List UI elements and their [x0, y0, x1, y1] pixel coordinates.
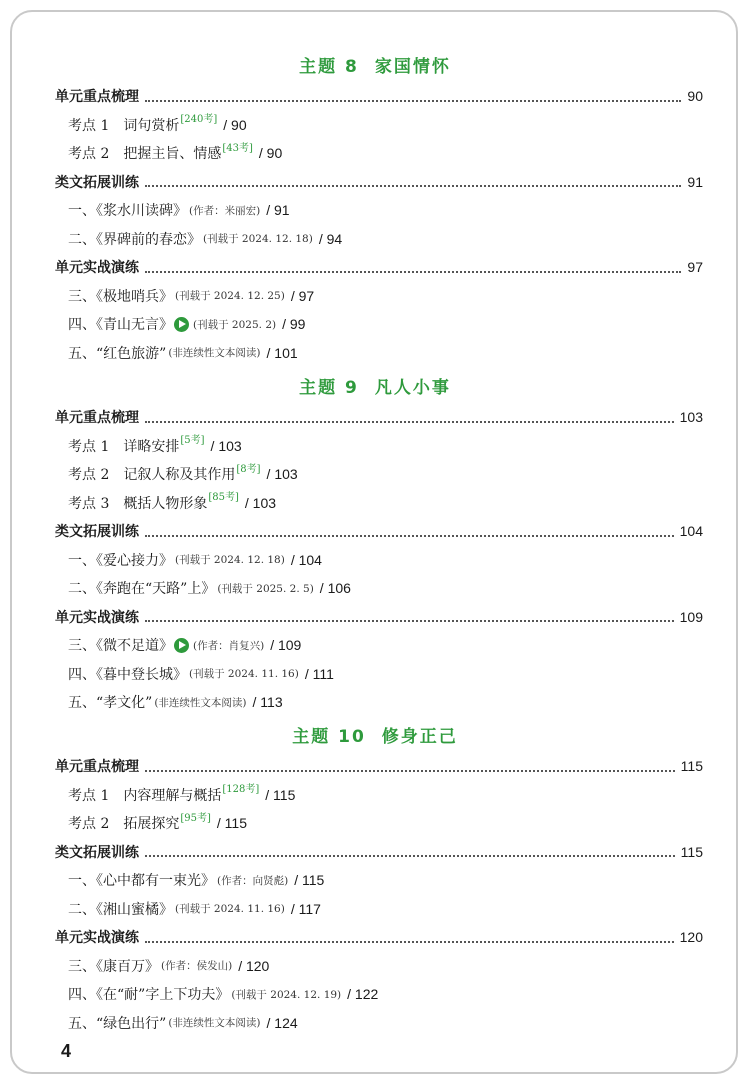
- dot-leader: [145, 176, 681, 187]
- entry-page: / 104: [290, 551, 322, 568]
- theme-heading: [0, 722, 750, 747]
- theme-number: 主题 8: [299, 57, 359, 77]
- section-label: 单元重点梳理: [55, 89, 139, 105]
- entry-title: 一、《心中都有一束光》: [68, 873, 215, 889]
- entry-title: 二、《界碑前的春恋》: [68, 231, 201, 248]
- entry-page: / 97: [290, 287, 315, 304]
- entry-title: 二、《奔跑在“天路”上》: [68, 581, 216, 597]
- toc-entry[interactable]: [68, 200, 708, 220]
- entry-title: 三、《康百万》: [68, 958, 159, 975]
- section-row[interactable]: [55, 257, 703, 277]
- entry-note: (刊载于 2024. 12. 19): [231, 988, 342, 1001]
- entry-title: 把握主旨、情感: [123, 146, 222, 162]
- section-label: 类文拓展训练: [55, 844, 139, 861]
- entry-page: / 90: [258, 145, 283, 161]
- dot-leader: [145, 262, 681, 273]
- section-label: 单元重点梳理: [55, 759, 139, 775]
- entry-note: (刊载于 2024. 12. 25): [175, 290, 285, 302]
- entry-title: 五、“孝文化”: [68, 695, 153, 711]
- section-page: 103: [679, 409, 703, 425]
- entry-page: / 99: [282, 316, 306, 332]
- entry-page: / 109: [270, 637, 302, 653]
- toc-entry[interactable]: [68, 813, 708, 833]
- theme-title: 凡人小事: [374, 378, 451, 398]
- entry-note: (非连续性文本阅读): [154, 696, 247, 709]
- entry-title: 四、《暮中登长城》: [68, 666, 187, 683]
- theme-heading: [0, 52, 750, 77]
- entry-page: / 120: [238, 957, 270, 974]
- entry-page: / 103: [266, 466, 298, 482]
- toc-entry[interactable]: [68, 115, 708, 135]
- exam-count-tag: [8考]: [236, 463, 261, 475]
- entry-title: 词句赏析: [123, 117, 180, 134]
- entry-prefix: 考点 2: [68, 467, 110, 483]
- entry-page: / 91: [266, 202, 290, 218]
- entry-note: (作者：向贤彪): [217, 874, 289, 887]
- entry-prefix: 考点 1: [68, 117, 110, 134]
- exam-count-tag: [43考]: [222, 142, 253, 154]
- toc-entry[interactable]: [68, 493, 708, 513]
- entry-title: 概括人物形象: [123, 495, 208, 512]
- dot-leader: [145, 846, 675, 857]
- toc-entry[interactable]: [68, 956, 708, 976]
- entry-page: / 103: [210, 437, 242, 454]
- theme-title: 家国情怀: [374, 57, 451, 77]
- entry-page: / 117: [290, 900, 321, 917]
- section-page: 90: [687, 88, 703, 104]
- toc-entry[interactable]: [68, 286, 708, 306]
- section-page: 115: [680, 758, 703, 774]
- entry-title: 内容理解与概括: [123, 787, 222, 804]
- entry-page: / 106: [319, 580, 351, 596]
- entry-page: / 90: [223, 116, 247, 133]
- section-label: 类文拓展训练: [55, 174, 139, 191]
- section-row[interactable]: [55, 407, 703, 427]
- theme-number: 主题 10: [292, 727, 366, 747]
- entry-note: (作者：米丽宏): [189, 204, 261, 217]
- entry-title: 详略安排: [123, 438, 180, 455]
- page-number: 4: [61, 1041, 72, 1061]
- entry-title: 一、《浆水川读碑》: [68, 203, 187, 219]
- toc-entry[interactable]: [68, 984, 708, 1004]
- exam-count-tag: [128考]: [222, 784, 260, 795]
- entry-title: 五、“红色旅游”: [68, 345, 167, 362]
- entry-page: / 124: [266, 1014, 298, 1031]
- theme-number: 主题 9: [299, 378, 359, 398]
- entry-prefix: 考点 3: [68, 495, 110, 512]
- dot-leader: [145, 91, 681, 102]
- entry-page: / 94: [318, 230, 343, 247]
- toc-entry[interactable]: [68, 343, 708, 363]
- toc-entry[interactable]: [68, 870, 708, 890]
- entry-note: (刊载于 2025. 2): [193, 318, 277, 331]
- entry-note: (刊载于 2024. 12. 18): [175, 554, 285, 566]
- entry-title: 四、《在“耐”字上下功夫》: [68, 987, 230, 1003]
- section-row[interactable]: [55, 927, 703, 947]
- section-page: 115: [680, 843, 703, 860]
- dot-leader: [145, 932, 674, 943]
- entry-title: 一、《爱心接力》: [68, 552, 173, 569]
- theme-title: 修身正己: [381, 727, 458, 747]
- dot-leader: [145, 611, 674, 622]
- entry-page: / 101: [266, 344, 298, 361]
- section-label: 单元实战演练: [55, 930, 139, 946]
- section-row[interactable]: [55, 842, 703, 862]
- play-video-icon[interactable]: [174, 317, 189, 332]
- section-label: 单元实战演练: [55, 260, 139, 276]
- entry-title: 拓展探究: [123, 816, 180, 832]
- dot-leader: [145, 526, 674, 537]
- entry-page: / 115: [216, 815, 248, 831]
- section-page: 120: [679, 929, 703, 945]
- entry-page: / 113: [252, 694, 283, 710]
- entry-prefix: 考点 2: [68, 816, 110, 832]
- toc-entry[interactable]: [68, 899, 708, 919]
- section-row[interactable]: [55, 607, 703, 627]
- toc-entry[interactable]: [68, 314, 708, 334]
- play-video-icon[interactable]: [174, 638, 189, 653]
- section-row[interactable]: [55, 521, 703, 541]
- section-page: 91: [687, 173, 703, 190]
- entry-title: 三、《微不足道》: [68, 638, 173, 654]
- entry-title: 五、“绿色出行”: [68, 1015, 167, 1032]
- entry-page: / 103: [244, 494, 277, 511]
- entry-note: (刊载于 2025. 2. 5): [217, 582, 314, 595]
- entry-prefix: 考点 2: [68, 146, 110, 162]
- dot-leader: [145, 761, 675, 772]
- entry-note: (非连续性文本阅读): [168, 347, 261, 359]
- entry-note: (作者：侯发山): [161, 960, 233, 972]
- entry-prefix: 考点 1: [68, 438, 110, 455]
- toc-entry[interactable]: [68, 229, 708, 249]
- toc-entry[interactable]: [68, 464, 708, 484]
- section-row[interactable]: [55, 172, 703, 192]
- section-page: 97: [687, 259, 703, 275]
- exam-count-tag: [5考]: [180, 435, 205, 446]
- dot-leader: [145, 412, 674, 423]
- toc-entry[interactable]: [68, 785, 708, 805]
- toc-entry[interactable]: [68, 1013, 708, 1033]
- section-label: 单元实战演练: [55, 609, 139, 626]
- section-row[interactable]: [55, 86, 703, 106]
- toc-entry[interactable]: [68, 578, 708, 598]
- toc-entry[interactable]: [68, 692, 708, 712]
- entry-note: (作者：肖复兴): [193, 639, 265, 652]
- toc-entry[interactable]: [68, 550, 708, 570]
- section-page: 104: [679, 523, 703, 539]
- entry-page: / 115: [265, 786, 296, 803]
- section-label: 类文拓展训练: [55, 524, 139, 540]
- section-page: 109: [679, 608, 703, 625]
- section-row[interactable]: [55, 756, 703, 776]
- entry-prefix: 考点 1: [68, 787, 110, 804]
- toc-entry[interactable]: [68, 143, 708, 163]
- entry-note: (刊载于 2024. 12. 18): [203, 233, 313, 245]
- toc-entry[interactable]: [68, 436, 708, 456]
- exam-count-tag: [85考]: [208, 492, 239, 503]
- exam-count-tag: [240考]: [180, 114, 218, 125]
- entry-title: 三、《极地哨兵》: [68, 288, 173, 305]
- entry-title: 四、《青山无言》: [68, 317, 173, 333]
- exam-count-tag: [95考]: [180, 812, 211, 824]
- entry-page: / 122: [347, 986, 379, 1002]
- toc-entry[interactable]: [68, 635, 708, 655]
- entry-page: / 115: [294, 872, 325, 888]
- theme-heading: [0, 373, 750, 398]
- entry-note: (刊载于 2024. 11. 16): [175, 903, 285, 915]
- section-label: 单元重点梳理: [55, 410, 139, 426]
- toc-entry[interactable]: [68, 664, 708, 684]
- entry-page: / 111: [304, 665, 334, 682]
- entry-note: (刊载于 2024. 11. 16): [189, 668, 299, 680]
- entry-title: 记叙人称及其作用: [123, 467, 236, 483]
- entry-note: (非连续性文本阅读): [168, 1017, 261, 1029]
- entry-title: 二、《湘山蜜橘》: [68, 901, 173, 918]
